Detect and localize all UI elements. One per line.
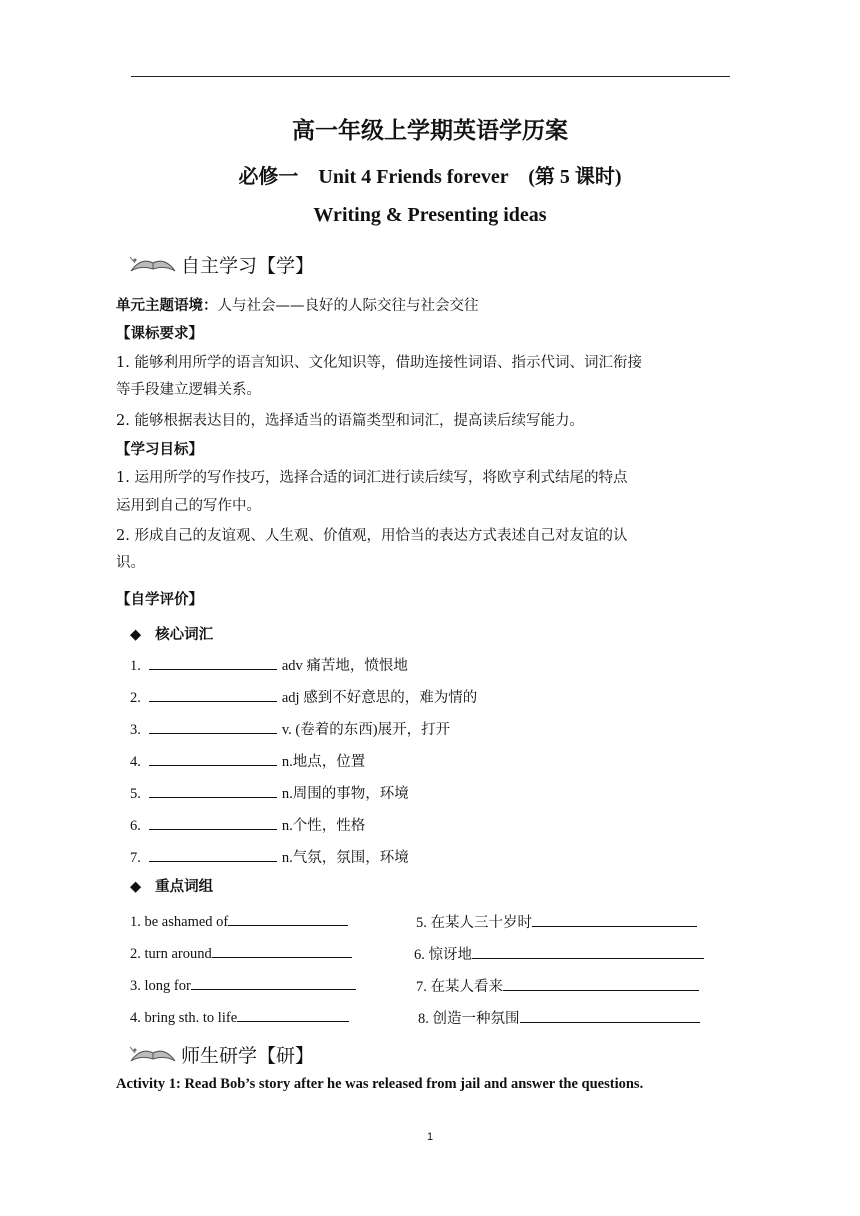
answer-blank[interactable] (149, 687, 277, 702)
page-subtitle: 必修一 Unit 4 Friends forever (第 5 课时) (238, 166, 622, 188)
phrase-item: 1. be ashamed of (130, 911, 348, 931)
phrase-item: 2. turn around (130, 943, 352, 963)
self-eval-heading: 【自学评价】 (116, 591, 203, 608)
answer-blank[interactable] (149, 783, 277, 798)
answer-blank[interactable] (191, 975, 356, 990)
section-label: 自主学习【学】 (181, 254, 315, 277)
vocab-item: 6. n.个性，性格 (130, 814, 365, 835)
answer-blank[interactable] (149, 815, 277, 830)
phrase-item: 8. 创造一种氛围 (418, 1007, 700, 1028)
vocab-item: 4. n.地点，位置 (130, 750, 365, 771)
phrase-item: 4. bring sth. to life (130, 1007, 349, 1027)
diamond-bullet-icon: ◆ (130, 626, 142, 643)
goals-heading: 【学习目标】 (116, 441, 203, 458)
goal-item: 1. 运用所学的写作技巧，选择合适的词汇进行读后续写，将欧亨利式结尾的特点 (116, 470, 628, 486)
curriculum-heading: 【课标要求】 (116, 325, 203, 342)
curriculum-item: 1. 能够利用所学的语言知识、文化知识等，借助连接性词语、指示代词、词汇衔接 (116, 355, 642, 371)
answer-blank[interactable] (520, 1008, 700, 1023)
answer-blank[interactable] (149, 719, 277, 734)
phrase-item: 6. 惊讶地 (414, 943, 704, 964)
section-study (127, 1039, 314, 1069)
context-text: 人与社会——良好的人际交往与社会交往 (217, 298, 479, 314)
answer-blank[interactable] (237, 1007, 349, 1022)
answer-blank[interactable] (149, 751, 277, 766)
page-title: 高一年级上学期英语学历案 (292, 117, 568, 144)
vocab-heading: ◆ 核心词汇 (130, 626, 214, 643)
goal-item: 2. 形成自己的友谊观、人生观、价值观，用恰当的表达方式表述自己对友谊的认 (116, 528, 628, 544)
vocab-item: 1. adv 痛苦地，愤恨地 (130, 654, 408, 675)
header-rule (131, 76, 730, 77)
diamond-bullet-icon: ◆ (130, 878, 142, 895)
goal-item: 识。 (116, 555, 145, 571)
vocab-item: 5. n.周围的事物，环境 (130, 782, 409, 803)
phrase-item: 5. 在某人三十岁时 (416, 911, 697, 932)
answer-blank[interactable] (228, 911, 348, 926)
phrase-item: 3. long for (130, 975, 356, 995)
answer-blank[interactable] (212, 943, 352, 958)
vocab-item: 7. n.气氛，氛围，环境 (130, 846, 409, 867)
goal-item: 运用到自己的写作中。 (116, 498, 261, 514)
answer-blank[interactable] (532, 912, 697, 927)
answer-blank[interactable] (149, 847, 277, 862)
activity-instruction: Activity 1: Read Bob’s story after he was released from jail and answer the questions. (116, 1076, 644, 1092)
book-icon (127, 251, 179, 277)
answer-blank[interactable] (149, 655, 277, 670)
phrases-heading: ◆ 重点词组 (130, 878, 214, 895)
vocab-item: 3. v. (卷着的东西)展开，打开 (130, 718, 450, 739)
phrase-item: 7. 在某人看来 (416, 975, 699, 996)
curriculum-item: 等手段建立逻辑关系。 (116, 382, 261, 398)
vocab-item: 2. adj 感到不好意思的，难为情的 (130, 686, 477, 707)
page-number: 1 (426, 1131, 434, 1143)
answer-blank[interactable] (503, 976, 699, 991)
section-label: 师生研学【研】 (181, 1044, 315, 1067)
theme-context (116, 296, 479, 316)
curriculum-item: 2. 能够根据表达目的，选择适当的语篇类型和词汇，提高读后续写能力。 (116, 413, 584, 429)
answer-blank[interactable] (472, 944, 704, 959)
book-icon (127, 1041, 179, 1067)
context-label: 单元主题语境： (116, 297, 218, 314)
lesson-topic: Writing & Presenting ideas (313, 204, 547, 226)
section-self-study (127, 249, 314, 279)
